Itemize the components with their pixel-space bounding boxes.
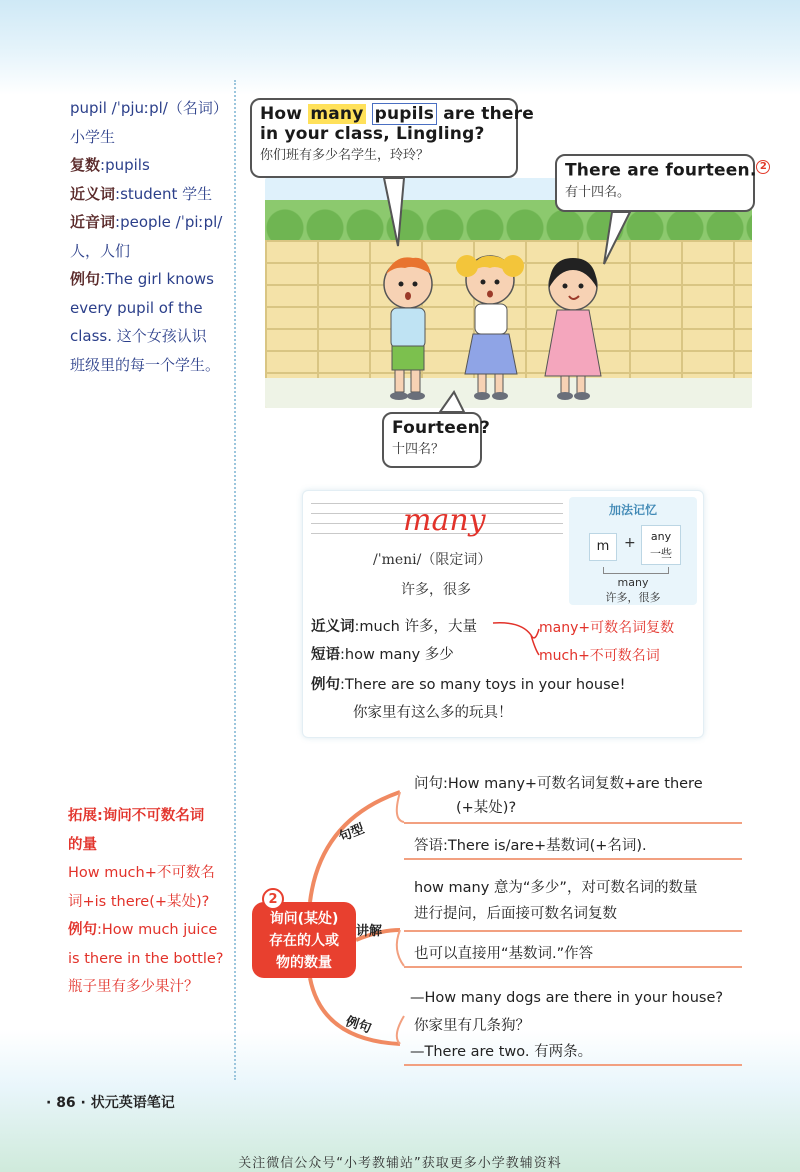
vocab-phrase-value: :how many 多少 bbox=[340, 647, 454, 663]
vocab-meaning: 许多，很多 bbox=[401, 582, 471, 598]
question-part-2: are there bbox=[443, 104, 534, 124]
center-line-3: 物的数量 bbox=[276, 955, 332, 971]
highlight-many: many bbox=[310, 104, 364, 124]
wechat-note: 关注微信公众号“小考教辅站”获取更多小学教辅资料 bbox=[238, 1156, 562, 1171]
memory-result-en: many bbox=[617, 576, 649, 589]
question-line-2: in your class, Lingling? bbox=[260, 124, 485, 144]
branch-example: 例句 bbox=[343, 1014, 374, 1037]
vocab-example-label: 例句 bbox=[311, 677, 340, 693]
map-underline-answer bbox=[404, 858, 742, 860]
extension-example-cn: 瓶子里有多少果汁？ bbox=[68, 979, 199, 995]
headword: pupil /ˈpjuːpl/（名词） bbox=[70, 99, 228, 117]
vocab-phrase-label: 短语 bbox=[311, 647, 340, 663]
map-underline-example bbox=[404, 1064, 742, 1066]
map-underline-pattern bbox=[404, 822, 742, 824]
homophone-value: :people /ˈpiːpl/ bbox=[115, 213, 223, 231]
map-underline-explain-2 bbox=[404, 966, 742, 968]
memory-title: 加法记忆 bbox=[608, 503, 657, 517]
extension-line-1: How much+不可数名 bbox=[68, 865, 215, 881]
mindmap-center-node bbox=[252, 902, 356, 978]
vocab-phonetic: /ˈmeni/（限定词） bbox=[373, 552, 492, 568]
note-many: many+可数名词复数 bbox=[539, 620, 675, 636]
page-footer bbox=[46, 1092, 175, 1112]
vocab-example-en: :There are so many toys in your house! bbox=[340, 677, 626, 693]
example-question-cn: 你家里有几条狗？ bbox=[414, 1018, 530, 1034]
echo-translation: 十四名？ bbox=[392, 442, 445, 457]
example-line-2: every pupil of the bbox=[70, 298, 203, 317]
homophone-label: 近音词 bbox=[70, 213, 116, 231]
note-marker: 2 bbox=[756, 160, 770, 174]
extension-title-2: 的量 bbox=[68, 836, 97, 853]
center-line-1: 询问(某处) bbox=[269, 911, 339, 927]
example-answer: —There are two. 有两条。 bbox=[410, 1044, 593, 1060]
memory-plus: + bbox=[624, 535, 636, 551]
plural-value: :pupils bbox=[100, 156, 150, 174]
explain-line-1b: 进行提问，后面接可数名词复数 bbox=[414, 906, 617, 922]
memory-any-cn: 一些 bbox=[650, 547, 672, 560]
question-translation: 你们班有多少名学生，玲玲？ bbox=[260, 148, 430, 163]
map-underline-explain bbox=[404, 930, 742, 932]
extension-title-1: 拓展:询问不可数名词 bbox=[68, 808, 205, 824]
explain-line-1a: how many 意为“多少”，对可数名词的数量 bbox=[414, 880, 698, 896]
pattern-question-2: (+某处)? bbox=[456, 800, 517, 816]
extension-example-label: 例句 bbox=[68, 922, 97, 938]
vocab-synonym-value: :much 许多，大量 bbox=[354, 619, 477, 635]
example-label: 例句 bbox=[70, 270, 101, 288]
extension-example-2: is there in the bottle? bbox=[68, 950, 224, 967]
branch-explain: 讲解 bbox=[356, 924, 383, 939]
example-question: —How many dogs are there in your house? bbox=[410, 990, 724, 1006]
pattern-question-1: 问句:How many+可数名词复数+are there bbox=[414, 776, 703, 792]
vocab-word: many bbox=[403, 503, 486, 538]
echo-text: Fourteen? bbox=[392, 418, 491, 438]
book-title: 状元英语笔记 bbox=[90, 1095, 175, 1111]
highlight-pupils: pupils bbox=[372, 103, 437, 125]
extension-example-1: :How much juice bbox=[97, 922, 218, 938]
synonym-label: 近义词 bbox=[70, 184, 116, 203]
example-line-3: class. 这个女孩认识 bbox=[70, 327, 207, 345]
memory-result-cn: 许多，很多 bbox=[605, 591, 661, 604]
center-number-badge: 2 bbox=[262, 888, 284, 910]
pattern-answer: 答语:There is/are+基数词(+名词). bbox=[414, 838, 647, 854]
vocab-synonym-label: 近义词 bbox=[311, 619, 355, 635]
center-line-2: 存在的人或 bbox=[269, 933, 339, 949]
answer-text: There are fourteen. bbox=[565, 160, 757, 181]
example-line-1: :The girl knows bbox=[100, 270, 214, 288]
memory-letter-m: m bbox=[589, 533, 617, 561]
example-line-4: 班级里的每一个学生。 bbox=[70, 355, 221, 374]
branch-pattern: 句型 bbox=[336, 821, 367, 846]
headword-meaning: 小学生 bbox=[70, 127, 116, 146]
extension-line-2: 词+is there(+某处)? bbox=[68, 893, 210, 910]
note-much: much+不可数名词 bbox=[539, 648, 660, 664]
explain-line-2: 也可以直接用“基数词.”作答 bbox=[414, 946, 594, 962]
homophone-meaning: 人，人们 bbox=[70, 241, 131, 260]
plural-label: 复数 bbox=[70, 156, 101, 174]
memory-any-en: any bbox=[650, 530, 672, 543]
page-number: · 86 · bbox=[46, 1095, 86, 1111]
vocab-example-cn: 你家里有这么多的玩具！ bbox=[353, 705, 513, 721]
synonym-value: :student 学生 bbox=[115, 184, 213, 203]
answer-translation: 有十四名。 bbox=[565, 184, 631, 200]
question-word-how: How bbox=[260, 104, 303, 124]
